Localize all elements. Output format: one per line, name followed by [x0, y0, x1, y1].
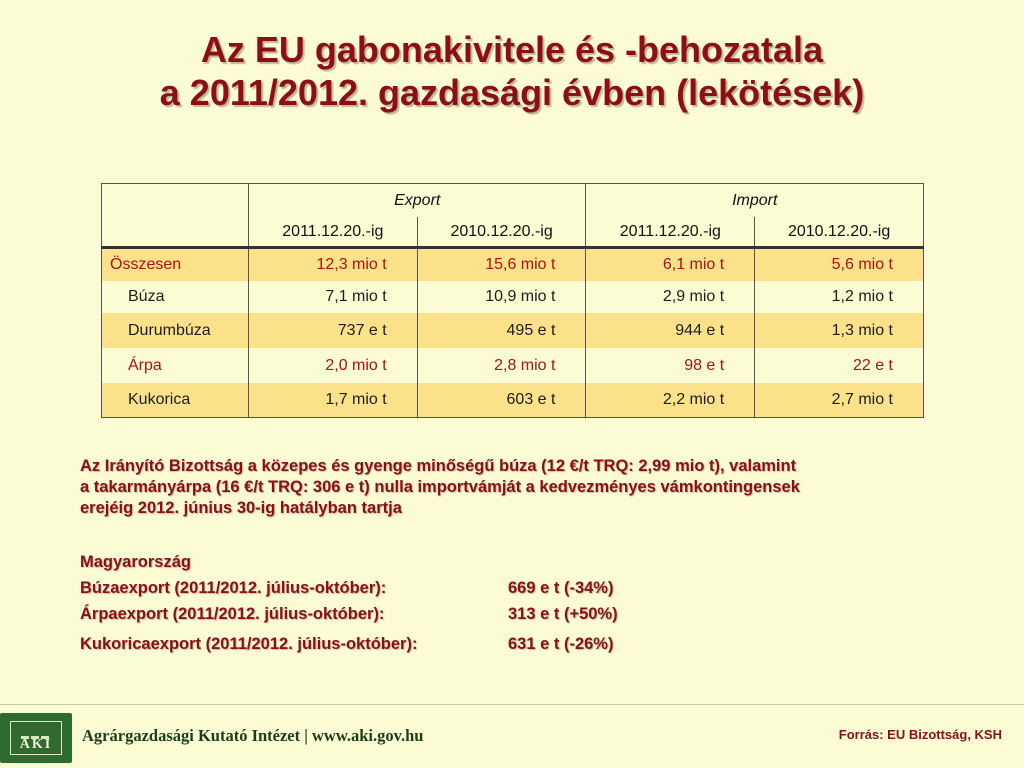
table-period-header-row	[102, 217, 924, 248]
source-note: Forrás: EU Bizottság, KSH	[838, 727, 1002, 742]
export-label: Kukoricaexport (2011/2012. július-október):	[80, 635, 418, 653]
table-cell: 2,9 mio t	[586, 281, 755, 313]
import-header: Import	[586, 184, 924, 218]
period-header: 2010.12.20.-ig	[417, 217, 586, 248]
export-value: 631 e t (-26%)	[508, 635, 614, 653]
row-label: Összesen	[102, 248, 249, 282]
table-corner-cell	[102, 184, 249, 218]
trq-note	[80, 456, 960, 519]
table-row	[102, 248, 924, 282]
table-group-header-row	[102, 184, 924, 218]
table-cell: 7,1 mio t	[248, 281, 417, 313]
trade-table	[101, 183, 924, 418]
period-header: 2011.12.20.-ig	[586, 217, 755, 248]
row-label: Árpa	[102, 348, 249, 383]
note-line-1: Az Irányító Bizottság a közepes és gyenge minőségű búza (12 €/t TRQ: 2,99 mio t), valamint	[80, 457, 797, 475]
logo-text: AKI	[19, 737, 53, 752]
table-row	[102, 383, 924, 418]
note-line-2: a takarmányárpa (16 €/t TRQ: 306 e t) nulla importvámját a kedvezményes vámkontingensek	[80, 478, 800, 496]
footer-divider	[0, 704, 1024, 705]
table-cell: 10,9 mio t	[417, 281, 586, 313]
title-line-1: Az EU gabonakivitele és -behozatala	[200, 29, 824, 70]
table-empty-header	[102, 217, 249, 248]
hungary-heading: Magyarország	[80, 553, 191, 571]
table-cell: 15,6 mio t	[417, 248, 586, 282]
export-header: Export	[248, 184, 586, 218]
table-cell: 1,7 mio t	[248, 383, 417, 418]
title-line-2: a 2011/2012. gazdasági évben (lekötések)	[159, 72, 865, 113]
institute-name: Agrárgazdasági Kutató Intézet | www.aki.gov.hu	[82, 726, 424, 745]
table-cell: 2,2 mio t	[586, 383, 755, 418]
export-label: Árpaexport (2011/2012. július-október):	[80, 605, 385, 623]
table-cell: 603 e t	[417, 383, 586, 418]
table-cell: 2,0 mio t	[248, 348, 417, 383]
table-row	[102, 313, 924, 348]
aki-logo	[0, 713, 72, 763]
row-label: Búza	[102, 281, 249, 313]
table-cell: 98 e t	[586, 348, 755, 383]
logo-bars-icon	[21, 726, 53, 732]
table-cell: 5,6 mio t	[755, 248, 924, 282]
table-cell: 495 e t	[417, 313, 586, 348]
table-cell: 944 e t	[586, 313, 755, 348]
table-cell: 22 e t	[755, 348, 924, 383]
table-cell: 1,3 mio t	[755, 313, 924, 348]
table-cell: 2,8 mio t	[417, 348, 586, 383]
slide-title	[0, 28, 1024, 114]
table-row	[102, 281, 924, 313]
table-cell: 737 e t	[248, 313, 417, 348]
export-label: Búzaexport (2011/2012. július-október):	[80, 579, 387, 597]
table-cell: 12,3 mio t	[248, 248, 417, 282]
table-cell: 1,2 mio t	[755, 281, 924, 313]
note-line-3: erejéig 2012. június 30-ig hatályban tartja	[80, 499, 402, 517]
row-label: Kukorica	[102, 383, 249, 418]
period-header: 2011.12.20.-ig	[248, 217, 417, 248]
table-row	[102, 348, 924, 383]
logo-frame	[10, 721, 62, 755]
row-label: Durumbúza	[102, 313, 249, 348]
period-header: 2010.12.20.-ig	[755, 217, 924, 248]
table-cell: 2,7 mio t	[755, 383, 924, 418]
export-value: 313 e t (+50%)	[508, 605, 618, 623]
export-value: 669 e t (-34%)	[508, 579, 614, 597]
table-cell: 6,1 mio t	[586, 248, 755, 282]
